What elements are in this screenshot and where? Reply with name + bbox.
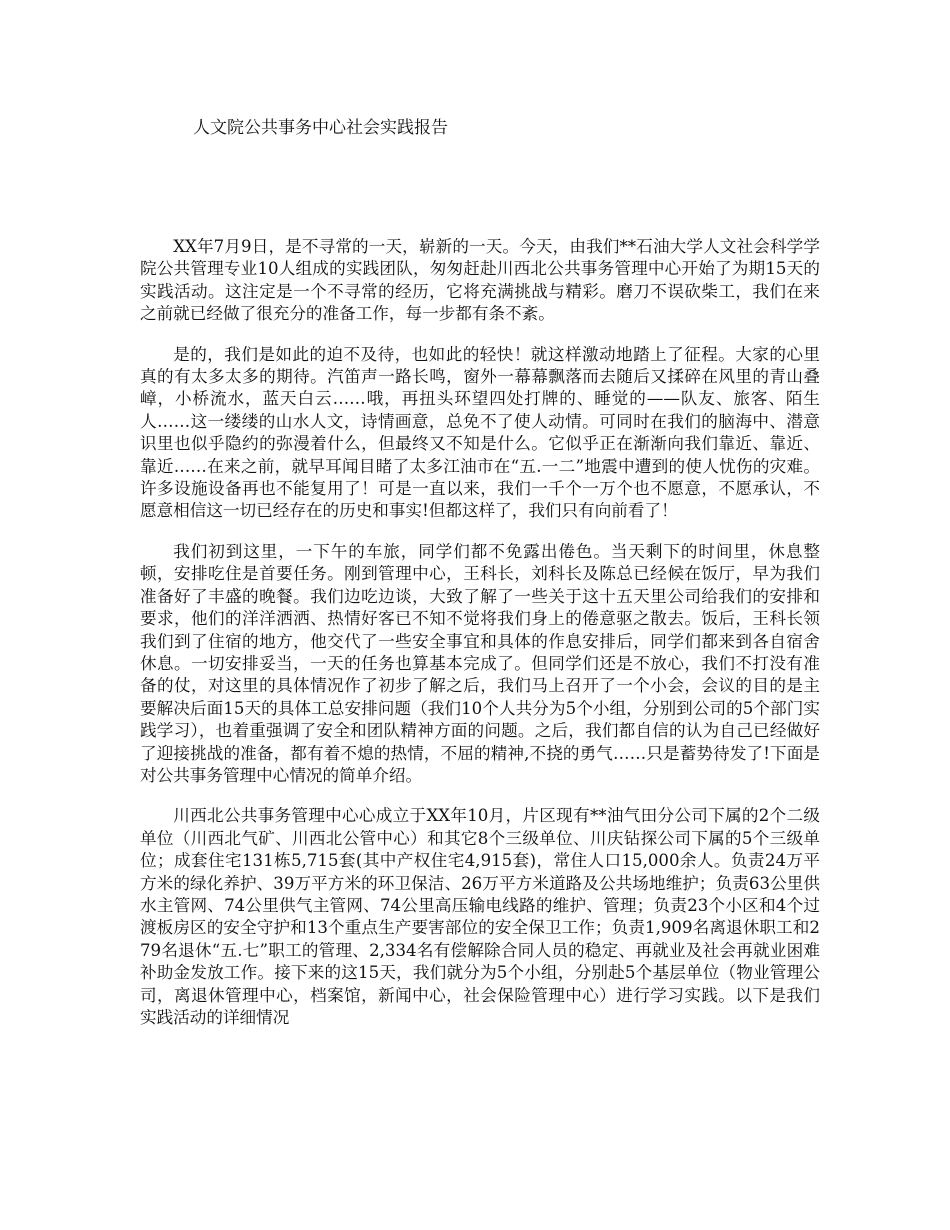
- document-body: [140, 236, 820, 1047]
- paragraph-4: 川西北公共事务管理中心心成立于XX年10月，片区现有**油气田分公司下属的2个二级单位（川西北气矿、川西北公管中心）和其它8个三级单位、川庆钻探公司下属的5个三级单位；成套住宅131栋5,715套(其中产权住宅4,915套)，常住人口15,000余人。负责24万平方米的绿化养护、39万平方米的环卫保洁、26万平方米道路及公共场地维护；负责63公里供水主管网、74公里供气主管网、74公里高压输电线路的维护、管理；负责23个小区和4个过渡板房区的安全守护和13个重点生产要害部位的安全保卫工作；负责1,909名离退休职工和279名退休“五.七”职工的管理、2,334名有偿解除合同人员的稳定、再就业及社会再就业困难补助金发放工作。接下来的这15天，我们就分为5个小组，分别赴5个基层单位（物业管理公司，离退休管理中心，档案馆，新闻中心，社会保险管理中心）进行学习实践。以下是我们实践活动的详细情况: [140, 806, 821, 1027]
- paragraph-1: XX年7月9日，是不寻常的一天，崭新的一天。今天，由我们**石油大学人文社会科学学院公共管理专业10人组成的实践团队，匆匆赶赴川西北公共事务管理中心开始了为期15天的实践活动。这注定是一个不寻常的经历，它将充满挑战与精彩。磨刀不误砍柴工，我们在来之前就已经做了很充分的准备工作，每一步都有条不紊。: [140, 237, 820, 324]
- paragraph-3: 我们初到这里，一下午的车旅，同学们都不免露出倦色。当天剩下的时间里，休息整顿，安排吃住是首要任务。刚到管理中心，王科长，刘科长及陈总已经候在饭厅，早为我们准备好了丰盛的晚餐。我们边吃边谈，大致了解了一些关于这十五天里公司给我们的安排和要求，他们的洋洋洒洒、热情好客已不知不觉将我们身上的倦意驱之散去。饭后，王科长领我们到了住宿的地方，他交代了一些安全事宜和具体的作息安排后，同学们都来到各自宿舍休息。一切安排妥当，一天的任务也算基本完成了。但同学们还是不放心，我们不打没有准备的仗，对这里的具体情况作了初步了解之后，我们马上召开了一个小会，会议的目的是主要解决后面15天的具体工总安排问题（我们10个人共分为5个小组，分别到公司的5个部门实践学习），也着重强调了安全和团队精神方面的问题。之后，我们都自信的认为自己已经做好了迎接挑战的准备，都有着不熄的热情，不屈的精神,不挠的勇气……只是蓄势待发了!下面是对公共事务管理中心情况的简单介绍。: [140, 541, 820, 785]
- document-title: 人文院公共事务中心社会实践报告: [193, 118, 448, 138]
- paragraph-2: 是的，我们是如此的迫不及待，也如此的轻快！就这样激动地踏上了征程。大家的心里真的有太多太多的期待。汽笛声一路长鸣，窗外一幕幕飘落而去随后又揉碎在风里的青山叠嶂，小桥流水，蓝天白云……哦，再扭头环望四处打牌的、睡觉的——队友、旅客、陌生人……这一缕缕的山水人文，诗情画意，总免不了使人动情。可同时在我们的脑海中、潜意识里也似乎隐约的弥漫着什么，但最终又不知是什么。它似乎正在渐渐向我们靠近、靠近、靠近……在来之前，就早耳闻目睹了太多江油市在“五.一二”地震中遭到的使人忧伤的灾难。许多设施设备再也不能复用了！可是一直以来，我们一千个一万个也不愿意，不愿承认，不愿意相信这一切已经存在的历史和事实!但都这样了，我们只有向前看了！: [140, 344, 820, 521]
